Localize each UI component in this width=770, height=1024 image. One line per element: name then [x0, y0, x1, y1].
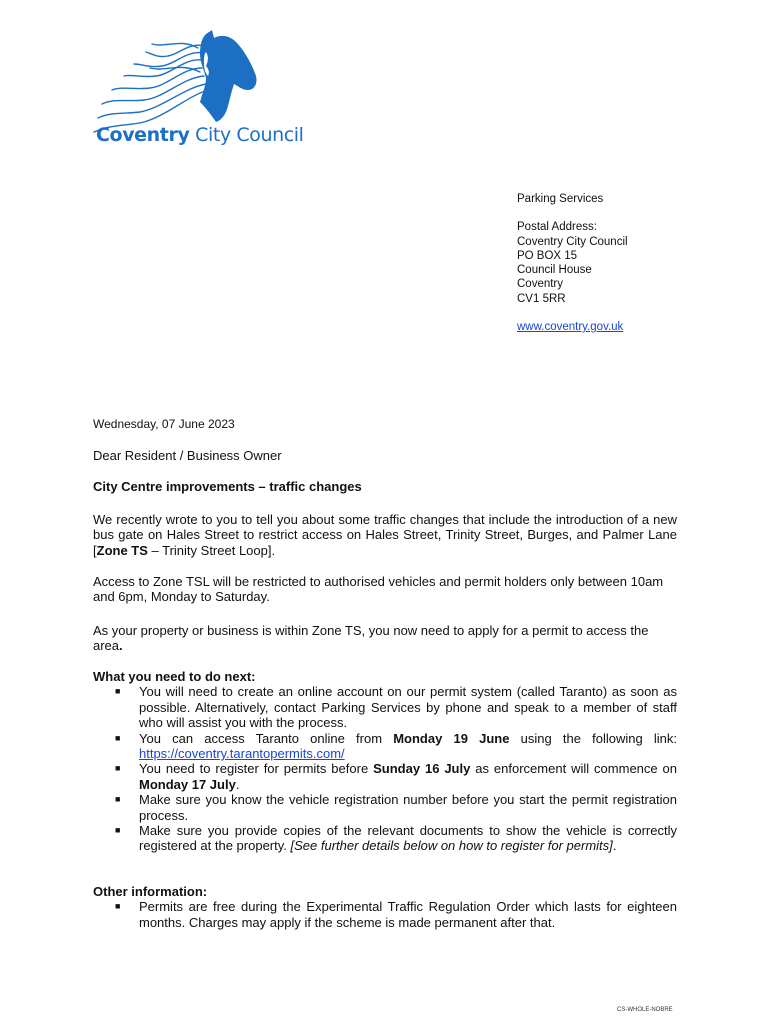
- next-steps-heading: What you need to do next:: [93, 669, 256, 684]
- bullet-icon: ■: [115, 763, 121, 774]
- next-steps-list: [93, 684, 677, 853]
- address-line: Coventry: [517, 278, 564, 291]
- subject-heading: City Centre improvements – traffic changes: [93, 479, 362, 494]
- other-info-list: [93, 899, 677, 930]
- salutation: Dear Resident / Business Owner: [93, 448, 282, 463]
- bullet-icon: ■: [115, 825, 121, 836]
- access-paragraph: Access to Zone TSL will be restricted to authorised vehicles and permit holders only between 10am and 6pm, Monday to Saturday.: [93, 574, 664, 605]
- department: Parking Services: [517, 193, 604, 205]
- bullet-icon: ■: [115, 794, 121, 805]
- intro-paragraph: We recently wrote to you to tell you about some traffic changes that include the introduction of a new bus gate on Hales Street to restrict access on Hales Street, Trinity Street, Burges, and Palmer Lane [Zone TS – Trinity Street Loop].: [93, 512, 677, 558]
- list-item: ■ You will need to create an online account on our permit system (called Taranto) as soon as possible. Alternatively, contact Parking Services by phone and speak to a member of staff who will assist you with the process.: [115, 684, 677, 731]
- letter-date: Wednesday, 07 June 2023: [93, 417, 235, 431]
- logo-word-coventry: Coventry: [96, 124, 190, 146]
- bullet-icon: ■: [115, 732, 121, 743]
- permit-paragraph: As your property or business is within Zone TS, you now need to apply for a permit to access the area.: [93, 623, 649, 654]
- horse-head-silhouette: [200, 30, 257, 122]
- address-line: CV1 5RR: [517, 292, 566, 305]
- website-link[interactable]: www.coventry.gov.uk: [517, 321, 624, 334]
- bullet-icon: ■: [115, 686, 121, 697]
- list-item: ■ You can access Taranto online from Monday 19 June using the following link: https://coventry.tarantopermits.com/: [115, 730, 677, 762]
- next-steps-section: [93, 669, 677, 854]
- sender-address-block: [517, 192, 628, 334]
- hair-swirls: [94, 43, 208, 132]
- logo-word-city-council: City Council: [195, 124, 304, 146]
- list-item: ■ Make sure you know the vehicle registration number before you start the permit registration process.: [115, 792, 677, 823]
- other-info-heading: Other information:: [93, 884, 208, 899]
- postal-label: Postal Address:: [517, 221, 597, 234]
- address-line: PO BOX 15: [517, 249, 578, 262]
- list-item: ■ Permits are free during the Experimental Traffic Regulation Order which lasts for eighteen months. Charges may apply if the scheme is made permanent after that.: [115, 899, 677, 930]
- footer-reference-code: CS-WHOLE-NOBRE: [617, 1007, 673, 1013]
- address-line: Coventry City Council: [517, 235, 628, 248]
- bullet-icon: ■: [115, 901, 121, 912]
- address-line: Council House: [517, 264, 592, 277]
- other-info-section: [93, 884, 677, 930]
- zone-name: Zone TS: [96, 542, 148, 558]
- taranto-link[interactable]: https://coventry.tarantopermits.com/: [139, 746, 345, 762]
- list-item: ■ Make sure you provide copies of the relevant documents to show the vehicle is correctly registered at the property. [See further details below on how to register for permits].: [115, 823, 677, 854]
- list-item: ■ You need to register for permits before Sunday 16 July as enforcement will commence on Monday 17 July.: [115, 761, 678, 792]
- logo-wordmark: [96, 124, 304, 146]
